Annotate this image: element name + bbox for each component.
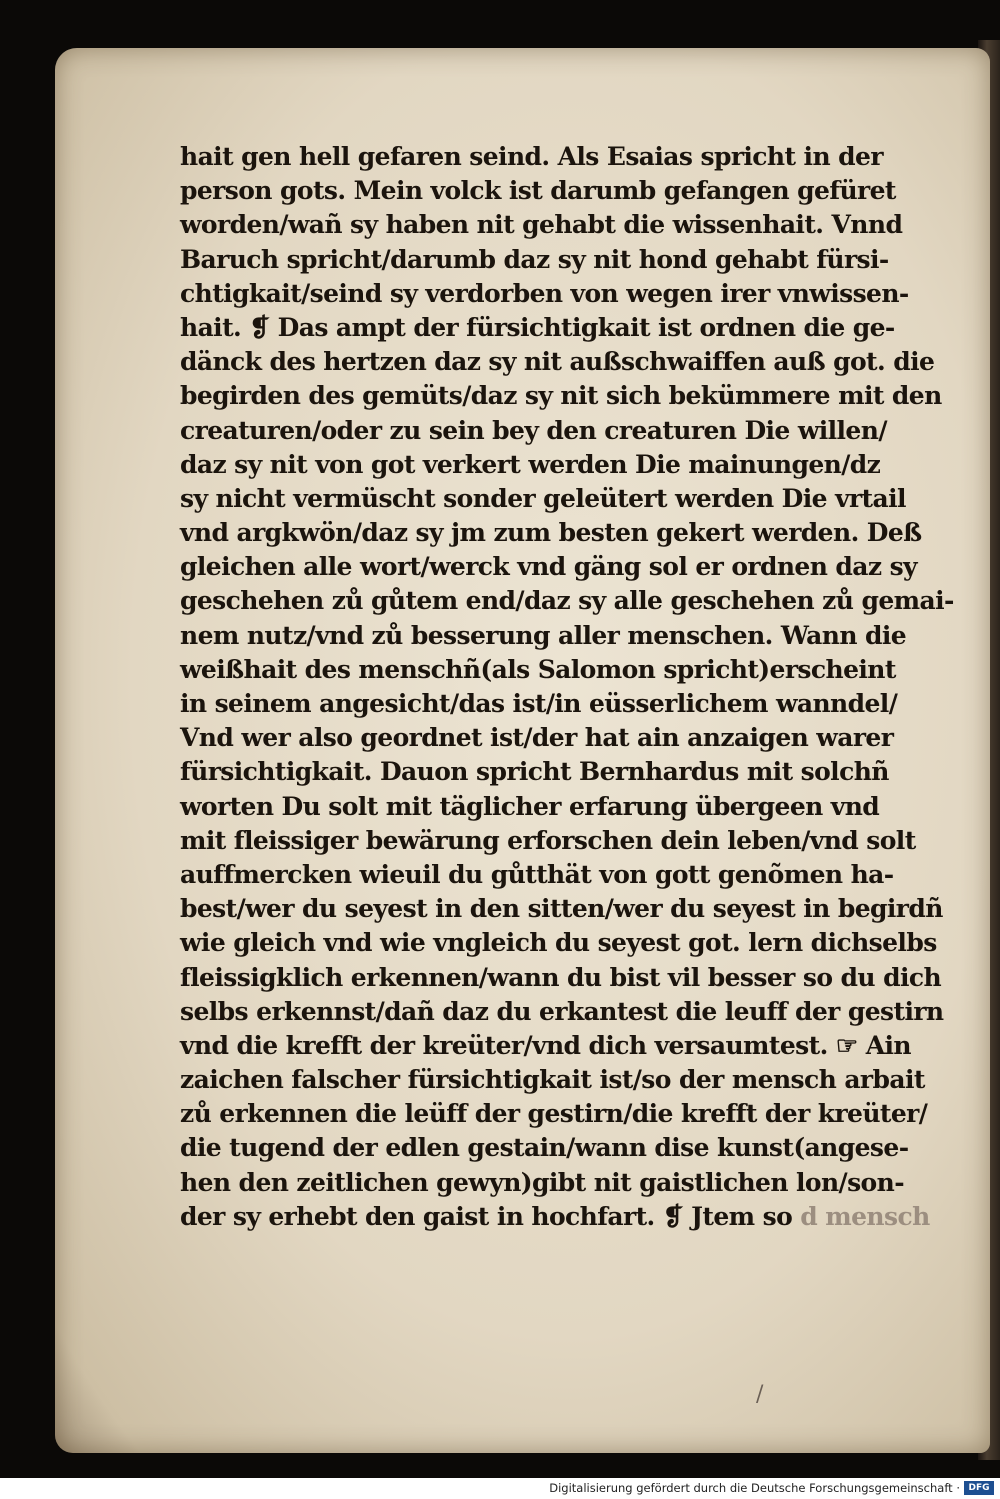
text-line: fleissigklich erkennen/wann du bist vil besser so du dich <box>180 962 942 992</box>
dfg-logo: DFG <box>964 1481 994 1495</box>
text-line: auffmercken wieuil du gůtthät von gott genõmen ha- <box>180 859 894 889</box>
text-line: gleichen alle wort/werck vnd gäng sol er ordnen daz sy <box>180 552 917 582</box>
text-line: begirden des gemüts/daz sy nit sich bekümmere mit den <box>180 381 942 411</box>
text-line: selbs erkennst/dañ daz du erkantest die leuff der gestirn <box>180 996 944 1026</box>
text-line: die tugend der edlen gestain/wann dise kunst(angese- <box>180 1133 909 1163</box>
text-line-last-main: der sy erhebt den gaist in hochfart. ❡ Jtem so <box>180 1201 793 1231</box>
text-line: hen den zeitlichen gewyn)gibt nit gaistlichen lon/son- <box>180 1167 904 1197</box>
text-line: daz sy nit von got verkert werden Die mainungen/dz <box>180 449 881 479</box>
text-line: zů erkennen die leüff der gestirn/die krefft der kreüter/ <box>180 1099 928 1129</box>
text-line: Baruch spricht/darumb daz sy nit hond gehabt fürsi- <box>180 244 889 274</box>
text-line: mit fleissiger bewärung erforschen dein leben/vnd solt <box>180 825 916 855</box>
text-line: best/wer du seyest in den sitten/wer du seyest in begirdñ <box>180 894 943 924</box>
text-line: hait. ❡ Das ampt der fürsichtigkait ist ordnen die ge- <box>180 312 895 342</box>
text-line: dänck des hertzen daz sy nit außschwaiffen auß got. die <box>180 347 935 377</box>
text-line: chtigkait/seind sy verdorben von wegen irer vnwissen- <box>180 278 909 308</box>
text-line: worten Du solt mit täglicher erfarung übergeen vnd <box>180 791 880 821</box>
text-line: sy nicht vermüscht sonder geleütert werden Die vrtail <box>180 483 906 513</box>
text-line-last-faded: d mensch <box>792 1201 930 1231</box>
text-line: vnd die krefft der kreüter/vnd dich versaumtest. ☞ Ain <box>180 1030 911 1060</box>
text-line: wie gleich vnd wie vngleich du seyest got. lern dichselbs <box>180 928 937 958</box>
text-line: weißhait des menschñ(als Salomon spricht)erscheint <box>180 654 896 684</box>
text-line: nem nutz/vnd zů besserung aller menschen. Wann die <box>180 620 907 650</box>
text-line: worden/wañ sy haben nit gehabt die wissenhait. Vnnd <box>180 210 903 240</box>
text-line: zaichen falscher fürsichtigkait ist/so der mensch arbait <box>180 1065 925 1095</box>
text-line: creaturen/oder zu sein bey den creaturen Die willen/ <box>180 415 887 445</box>
text-line: person gots. Mein volck ist darumb gefangen gefüret <box>180 176 896 206</box>
text-line: hait gen hell gefaren seind. Als Esaias spricht in der <box>180 142 883 171</box>
footer-credit: Digitalisierung gefördert durch die Deutsche Forschungsgemeinschaft · <box>549 1481 960 1495</box>
text-line: fürsichtigkait. Dauon spricht Bernhardus mit solchñ <box>180 757 889 787</box>
text-line: geschehen zů gůtem end/daz sy alle geschehen zů gemai- <box>180 586 954 616</box>
pencil-mark: / <box>756 1382 764 1407</box>
text-line: Vnd wer also geordnet ist/der hat ain anzaigen warer <box>180 723 894 753</box>
text-line: vnd argkwön/daz sy jm zum besten gekert werden. Deß <box>180 518 922 548</box>
footer-bar <box>0 1478 1000 1499</box>
page-text <box>180 140 954 1234</box>
text-line-last <box>180 1200 930 1234</box>
text-line: in seinem angesicht/das ist/in eüsserlichem wanndel/ <box>180 689 898 718</box>
